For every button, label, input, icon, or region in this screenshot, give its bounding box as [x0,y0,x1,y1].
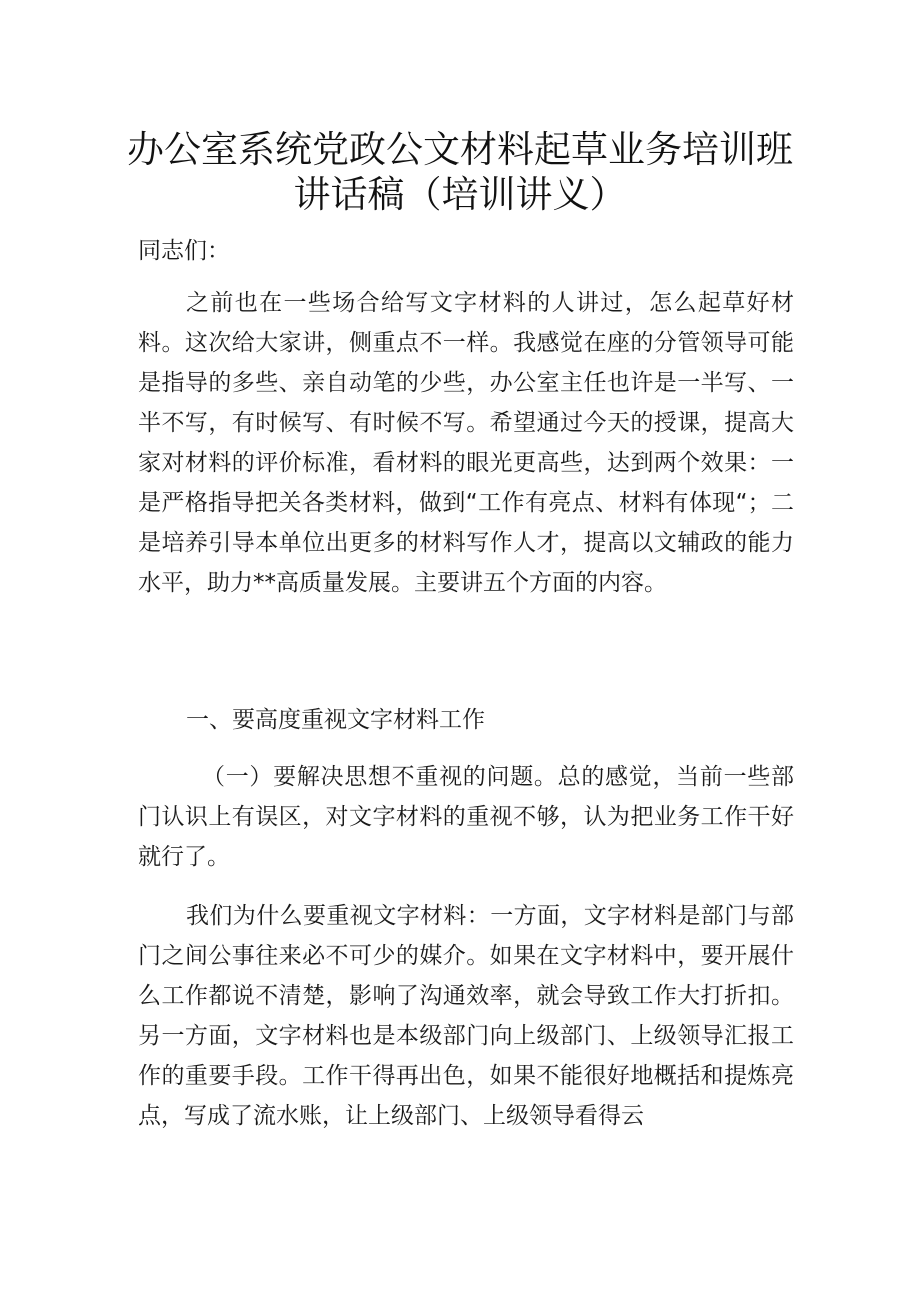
intro-paragraph: 之前也在一些场合给写文字材料的人讲过，怎么起草好材料。这次给大家讲，侧重点不一样。我感觉在座的分管领导可能是指导的多些、亲自动笔的少些，办公室主任也许是一半写、一半不写，有时候写、有时候不写。希望通过今天的授课，提高大家对材料的评价标准，看材料的眼光更高些，达到两个效果：一是严格指导把关各类材料，做到“工作有亮点、材料有体现“；二是培养引导本单位出更多的材料写作人才，提高以文辅政的能力水平，助力**高质量发展。主要讲五个方面的内容。 [138,290,794,596]
section-1-point-1: （一）要解决思想不重视的问题。总的感觉，当前一些部门认识上有误区，对文字材料的重视不够，认为把业务工作干好就行了。 [138,764,794,870]
salutation: 同志们： [138,238,230,264]
section-1-why-paragraph: 我们为什么要重视文字材料：一方面，文字材料是部门与部门之间公事往来必不可少的媒介。如果在文字材料中，要开展什么工作都说不清楚，影响了沟通效率，就会导致工作大打折扣。另一方面，文字材料也是本级部门向上级部门、上级领导汇报工作的重要手段。工作干得再出色，如果不能很好地概括和提炼亮点，写成了流水账，让上级部门、上级领导看得云 [138,903,794,1129]
document-title-line-1: 办公室系统党政公文材料起草业务培训班 [127,128,793,171]
section-heading-1: 一、要高度重视文字材料工作 [186,707,485,733]
document-title-line-2: 讲话稿（培训讲义） [293,173,627,216]
